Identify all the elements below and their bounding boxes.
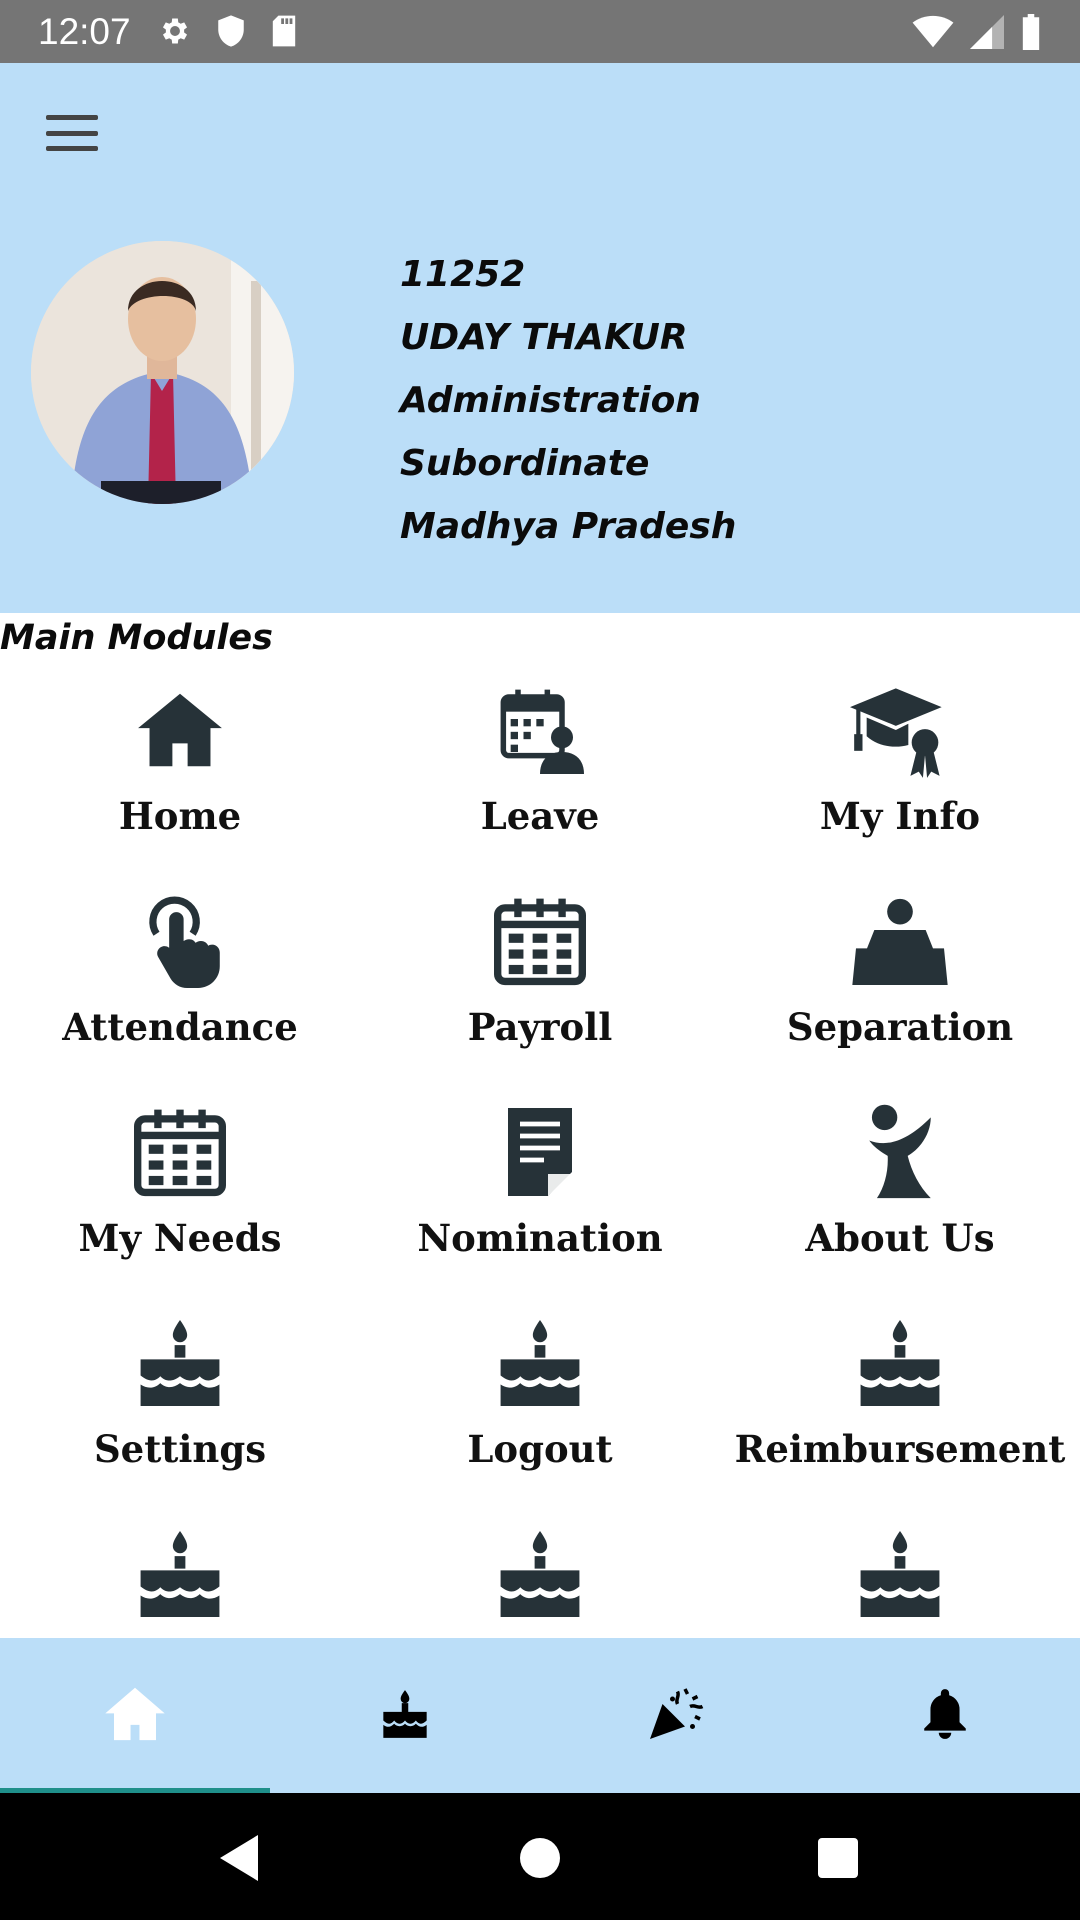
cake-icon [125, 1524, 235, 1624]
module-tile[interactable] [360, 871, 720, 1082]
wifi-icon [912, 15, 954, 53]
module-tile[interactable] [0, 871, 360, 1082]
module-tile[interactable] [720, 1293, 1080, 1504]
module-tile[interactable] [720, 871, 1080, 1082]
module-label: About Us [805, 1216, 995, 1260]
menu-button[interactable] [44, 111, 100, 155]
module-tile[interactable] [360, 1293, 720, 1504]
system-nav-bar [0, 1793, 1080, 1920]
employee-location: Madhya Pradesh [400, 506, 737, 547]
module-tile[interactable] [360, 660, 720, 871]
nav-home[interactable] [0, 1638, 270, 1793]
cake-icon [125, 1313, 235, 1413]
module-label: Nomination [417, 1216, 663, 1260]
module-label: Attendance [62, 1005, 298, 1049]
recents-button[interactable] [798, 1823, 878, 1893]
avatar [31, 241, 294, 504]
section-title: Main Modules [0, 618, 273, 658]
module-label: My Needs [78, 1216, 282, 1260]
party-icon [645, 1684, 705, 1748]
module-tile[interactable] [360, 1082, 720, 1293]
gear-icon [158, 14, 192, 52]
module-tile[interactable] [0, 1504, 360, 1638]
module-label: Payroll [467, 1005, 613, 1049]
home-nav-button[interactable] [500, 1823, 580, 1893]
module-tile[interactable] [720, 660, 1080, 871]
profile-header [0, 63, 1080, 613]
back-icon [218, 1833, 262, 1883]
nav-birthdays[interactable] [270, 1638, 540, 1793]
sd-card-icon [270, 14, 298, 52]
battery-icon [1020, 14, 1042, 54]
person-logo-icon [845, 1102, 955, 1202]
person-desk-icon [845, 891, 955, 991]
profile-info [400, 243, 736, 558]
circle-home-icon [520, 1838, 560, 1878]
calendar-icon [485, 891, 595, 991]
cake-icon [379, 1688, 431, 1744]
employee-id: 11252 [400, 254, 526, 295]
module-tile[interactable] [0, 1082, 360, 1293]
module-tile[interactable] [720, 1504, 1080, 1638]
status-bar [0, 0, 1080, 63]
module-label: Leave [480, 794, 600, 838]
shield-icon [216, 14, 246, 52]
nav-notifications[interactable] [810, 1638, 1080, 1793]
document-icon [485, 1102, 595, 1202]
module-label: Home [118, 794, 242, 838]
employee-designation: Subordinate [400, 443, 650, 484]
module-tile[interactable] [720, 1082, 1080, 1293]
bottom-nav [0, 1638, 1080, 1793]
module-label: Settings [93, 1427, 267, 1471]
module-tile[interactable] [360, 1504, 720, 1638]
modules-grid [0, 660, 1080, 1638]
square-recents-icon [818, 1838, 858, 1878]
module-label: Separation [786, 1005, 1014, 1049]
cake-icon [485, 1524, 595, 1624]
calendar-icon [125, 1102, 235, 1202]
module-tile[interactable] [0, 1293, 360, 1504]
cake-icon [485, 1313, 595, 1413]
employee-name: UDAY THAKUR [400, 317, 688, 358]
module-label: My Info [819, 794, 981, 838]
calendar-person-icon [485, 680, 595, 780]
cake-icon [845, 1313, 955, 1413]
module-tile[interactable] [0, 660, 360, 871]
module-label: Logout [467, 1427, 613, 1471]
tap-finger-icon [125, 891, 235, 991]
hamburger-line [46, 146, 98, 151]
signal-icon [970, 15, 1004, 53]
hamburger-icon [46, 115, 98, 120]
bell-icon [920, 1687, 970, 1745]
home-icon [104, 1686, 166, 1746]
module-label: Reimbursement [734, 1427, 1066, 1471]
home-icon [125, 680, 235, 780]
avatar-photo [31, 241, 294, 504]
hamburger-line [46, 131, 98, 136]
back-button[interactable] [200, 1823, 280, 1893]
employee-department: Administration [400, 380, 701, 421]
status-time: 12:07 [38, 11, 131, 52]
graduation-cap-icon [845, 680, 955, 780]
cake-icon [845, 1524, 955, 1624]
nav-celebrations[interactable] [540, 1638, 810, 1793]
